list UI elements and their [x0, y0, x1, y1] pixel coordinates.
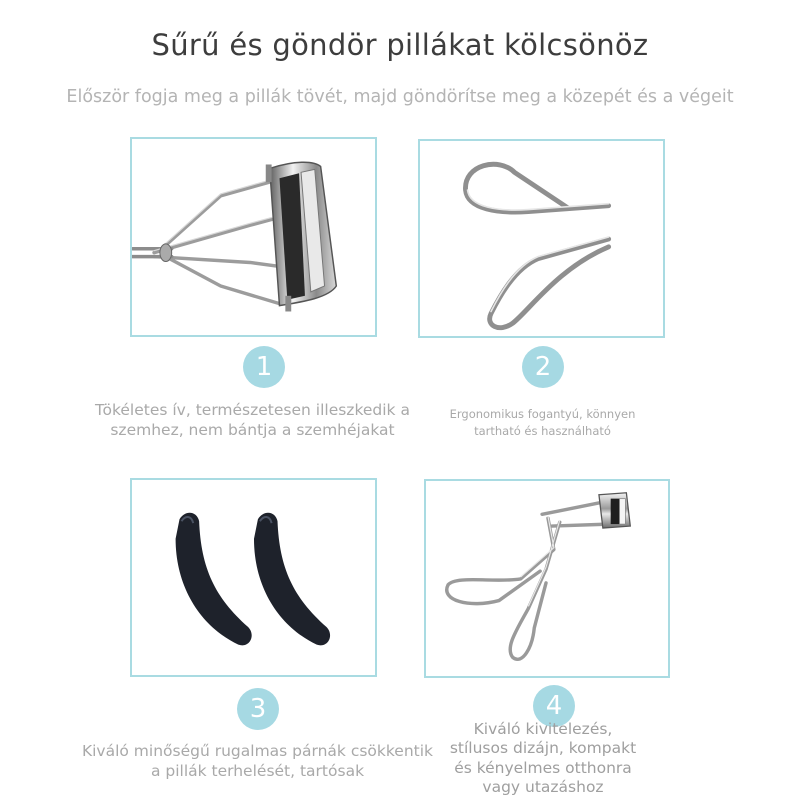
feature-4-caption — [430, 720, 656, 798]
feature-2-image-frame — [418, 139, 665, 338]
page-title: Sűrű és göndör pillákat kölcsönöz — [151, 28, 649, 62]
feature-1-image-frame — [130, 137, 377, 337]
feature-3-image-frame — [130, 478, 377, 677]
feature-1-caption — [90, 400, 415, 441]
eyelash-curler-head-icon — [132, 139, 375, 335]
feature-1-caption-line-1: Tökéletes ív, természetesen illeszkedik a — [95, 401, 410, 419]
feature-2-number-badge: 2 — [522, 346, 564, 388]
feature-2-caption-line-2: tartható és használható — [474, 423, 611, 438]
feature-4-caption-line-2: stílusos dizájn, kompakt — [449, 739, 637, 758]
feature-2-caption — [420, 406, 665, 439]
feature-4-image-frame — [424, 479, 670, 678]
feature-3-number-badge: 3 — [237, 688, 279, 730]
feature-1-caption-line-2: szemhez, nem bántja a szemhéjakat — [110, 421, 395, 440]
page-subtitle: Először fogja meg a pillák tövét, majd göndörítse meg a közepét és a végeit — [66, 87, 734, 107]
silicone-pads-icon — [132, 480, 375, 675]
full-curler-icon — [426, 481, 668, 676]
feature-1-number-badge: 1 — [243, 346, 285, 388]
ergonomic-handles-icon — [420, 141, 663, 336]
feature-4-number-badge: 4 — [533, 685, 575, 727]
feature-3-caption — [70, 741, 445, 782]
feature-3-caption-line-1: Kiváló minőségű rugalmas párnák csökkentik — [81, 742, 434, 760]
feature-3-caption-line-2: a pillák terhelését, tartósak — [150, 762, 365, 781]
feature-4-caption-line-3: és kényelmes otthonra — [454, 758, 632, 777]
feature-4-caption-line-1: Kiváló kivitelezés, — [473, 720, 613, 738]
feature-2-caption-line-1: Ergonomikus fogantyú, könnyen — [449, 407, 636, 421]
feature-4-caption-line-4: vagy utazáshoz — [482, 778, 604, 797]
